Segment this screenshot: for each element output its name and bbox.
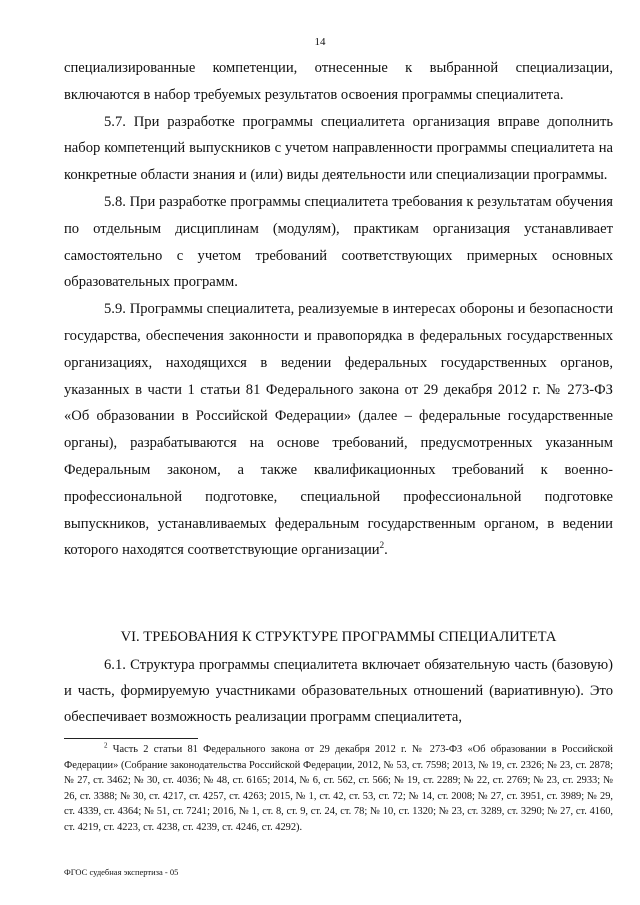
paragraph-6-1: 6.1. Структура программы специалитета включает обязательную часть (базовую) и часть, формируемую участниками образовательных отношений (вариативную). Это обеспечивает возможность реализации программ специалитета, (64, 657, 613, 725)
page-number: 14 (314, 36, 326, 48)
paragraph-continuation: специализированные компетенции, отнесенные к выбранной специализации, включаются в набор требуемых результатов освоения программы специалитета. (64, 60, 613, 103)
paragraph-5-7: 5.7. При разработке программы специалитета организация вправе дополнить набор компетенций выпускников с учетом направленности программы специалитета на конкретные области знания и (или) виды деятельности или специализации программы. (64, 113, 613, 184)
paragraph-5-8: 5.8. При разработке программы специалитета требования к результатам обучения по отдельным дисциплинам (модулям), практикам организация устанавливает самостоятельно с учетом требований соответствующих примерных основных образовательных программ. (64, 193, 613, 291)
body-text (64, 55, 613, 564)
footnote-separator (64, 738, 198, 739)
section-heading: VI. ТРЕБОВАНИЯ К СТРУКТУРЕ ПРОГРАММЫ СПЕЦИАЛИТЕТА (120, 629, 557, 645)
document-footer: ФГОС судебная экспертиза - 05 (64, 867, 179, 877)
paragraph-5-9 (64, 296, 613, 564)
paragraph-5-9-text: 5.9. Программы специалитета, реализуемые в интересах обороны и безопасности государства, обеспечения законности и правопорядка в федеральных государственных организациях, находящихся в ведении федеральных государственных органов, указанных в части 1 статьи 81 Федерального закона от 29 декабря 2012 г. № 273-ФЗ «Об образовании в Российской Федерации» (далее – федеральные государственные органы), разрабатываются на основе требований, предусмотренных указанным Федеральным законом, а также квалификационных требований к военно-профессиональной подготовке, специальной профессиональной подготовке выпускников, устанавливаемых федеральным государственным органом, в ведении которого находятся соответствующие организации (64, 301, 613, 559)
footnote (64, 742, 613, 835)
footnote-reference[interactable]: 2 (379, 540, 385, 551)
section-body (64, 652, 613, 730)
footnote-text: Часть 2 статьи 81 Федерального закона от 29 декабря 2012 г. № 273-ФЗ «Об образовании в Российской Федерации» (Собрание законодательства Российской Федерации, 2012, № 53, ст. 7598; 2013, № 19, ст. 2326; № 23, ст. 2878; № 27, ст. 3462; № 30, ст. 4036; № 48, ст. 6165; 2014, № 6, ст. 562, ст. 566; № 19, ст. 2289; № 22, ст. 2769; № 23, ст. 2933; № 26, ст. 3388; № 30, ст. 4217, ст. 4257, ст. 4263; 2015, № 1, ст. 42, ст. 53, ст. 72; № 14, ст. 2008; № 27, ст. 3951, ст. 3989; № 29, ст. 4339, ст. 4364; № 51, ст. 7241; 2016, № 1, ст. 8, ст. 9, ст. 24, ст. 78; № 10, ст. 1320; № 23, ст. 3289, ст. 3290; № 27, ст. 4160, ст. 4219, ст. 4223, ст. 4238, ст. 4239, ст. 4246, ст. 4292). (64, 744, 613, 833)
footnote-number: 2 (104, 741, 108, 750)
paragraph-5-9-tail: . (384, 542, 388, 559)
